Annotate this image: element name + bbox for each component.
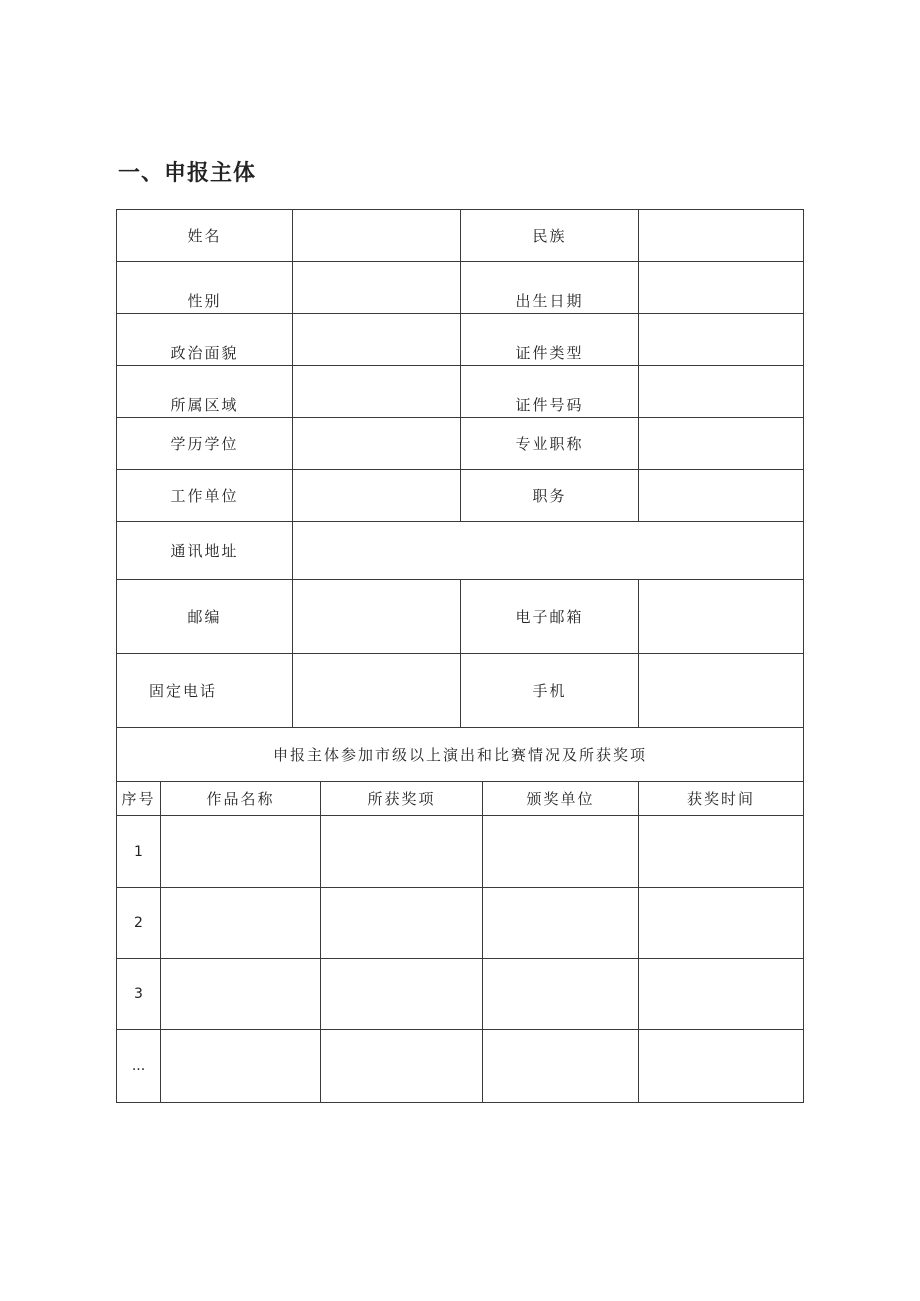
field-value-cell[interactable] [638,653,804,727]
field-value-cell[interactable] [638,313,804,365]
awards-column-header: 颁奖单位 [482,781,638,815]
address-label: 通讯地址 [116,521,292,579]
award-value-cell[interactable] [638,887,804,958]
award-value-cell[interactable] [320,958,482,1029]
row-number: ... [116,1029,160,1103]
field-label: 证件类型 [460,313,638,365]
awards-column-header: 序号 [116,781,160,815]
award-value-cell[interactable] [320,1029,482,1103]
field-value-cell[interactable] [292,365,460,417]
awards-column-header: 所获奖项 [320,781,482,815]
field-label: 所属区域 [116,365,292,417]
field-label: 手机 [460,653,638,727]
award-value-cell[interactable] [638,958,804,1029]
field-label: 工作单位 [116,469,292,521]
field-label: 专业职称 [460,417,638,469]
award-value-cell[interactable] [482,958,638,1029]
field-value-cell[interactable] [292,653,460,727]
page-title: 一、申报主体 [118,161,257,186]
award-value-cell[interactable] [482,815,638,887]
field-label: 职务 [460,469,638,521]
field-value-cell[interactable] [292,417,460,469]
field-label: 固定电话 [116,653,292,727]
field-label: 学历学位 [116,417,292,469]
field-value-cell[interactable] [292,209,460,261]
award-value-cell[interactable] [638,1029,804,1103]
award-value-cell[interactable] [320,815,482,887]
field-value-cell[interactable] [292,313,460,365]
application-form-table [116,209,804,1103]
field-value-cell[interactable] [638,417,804,469]
field-label: 民族 [460,209,638,261]
award-value-cell[interactable] [638,815,804,887]
field-value-cell[interactable] [638,209,804,261]
award-value-cell[interactable] [160,1029,320,1103]
row-number: 1 [116,815,160,887]
awards-column-header: 作品名称 [160,781,320,815]
field-value-cell[interactable] [638,261,804,313]
field-label: 证件号码 [460,365,638,417]
row-number: 2 [116,887,160,958]
field-label: 性别 [116,261,292,313]
award-value-cell[interactable] [482,887,638,958]
field-label: 姓名 [116,209,292,261]
field-value-cell[interactable] [292,579,460,653]
award-value-cell[interactable] [320,887,482,958]
award-value-cell[interactable] [160,887,320,958]
field-label: 电子邮箱 [460,579,638,653]
field-value-cell[interactable] [638,365,804,417]
award-value-cell[interactable] [482,1029,638,1103]
awards-section-title: 申报主体参加市级以上演出和比赛情况及所获奖项 [116,727,804,781]
row-number: 3 [116,958,160,1029]
field-label: 出生日期 [460,261,638,313]
award-value-cell[interactable] [160,958,320,1029]
award-value-cell[interactable] [160,815,320,887]
field-label: 政治面貌 [116,313,292,365]
field-value-cell[interactable] [292,261,460,313]
field-value-cell[interactable] [638,579,804,653]
address-value-cell[interactable] [292,521,804,579]
field-value-cell[interactable] [638,469,804,521]
field-label: 邮编 [116,579,292,653]
field-value-cell[interactable] [292,469,460,521]
awards-column-header: 获奖时间 [638,781,804,815]
